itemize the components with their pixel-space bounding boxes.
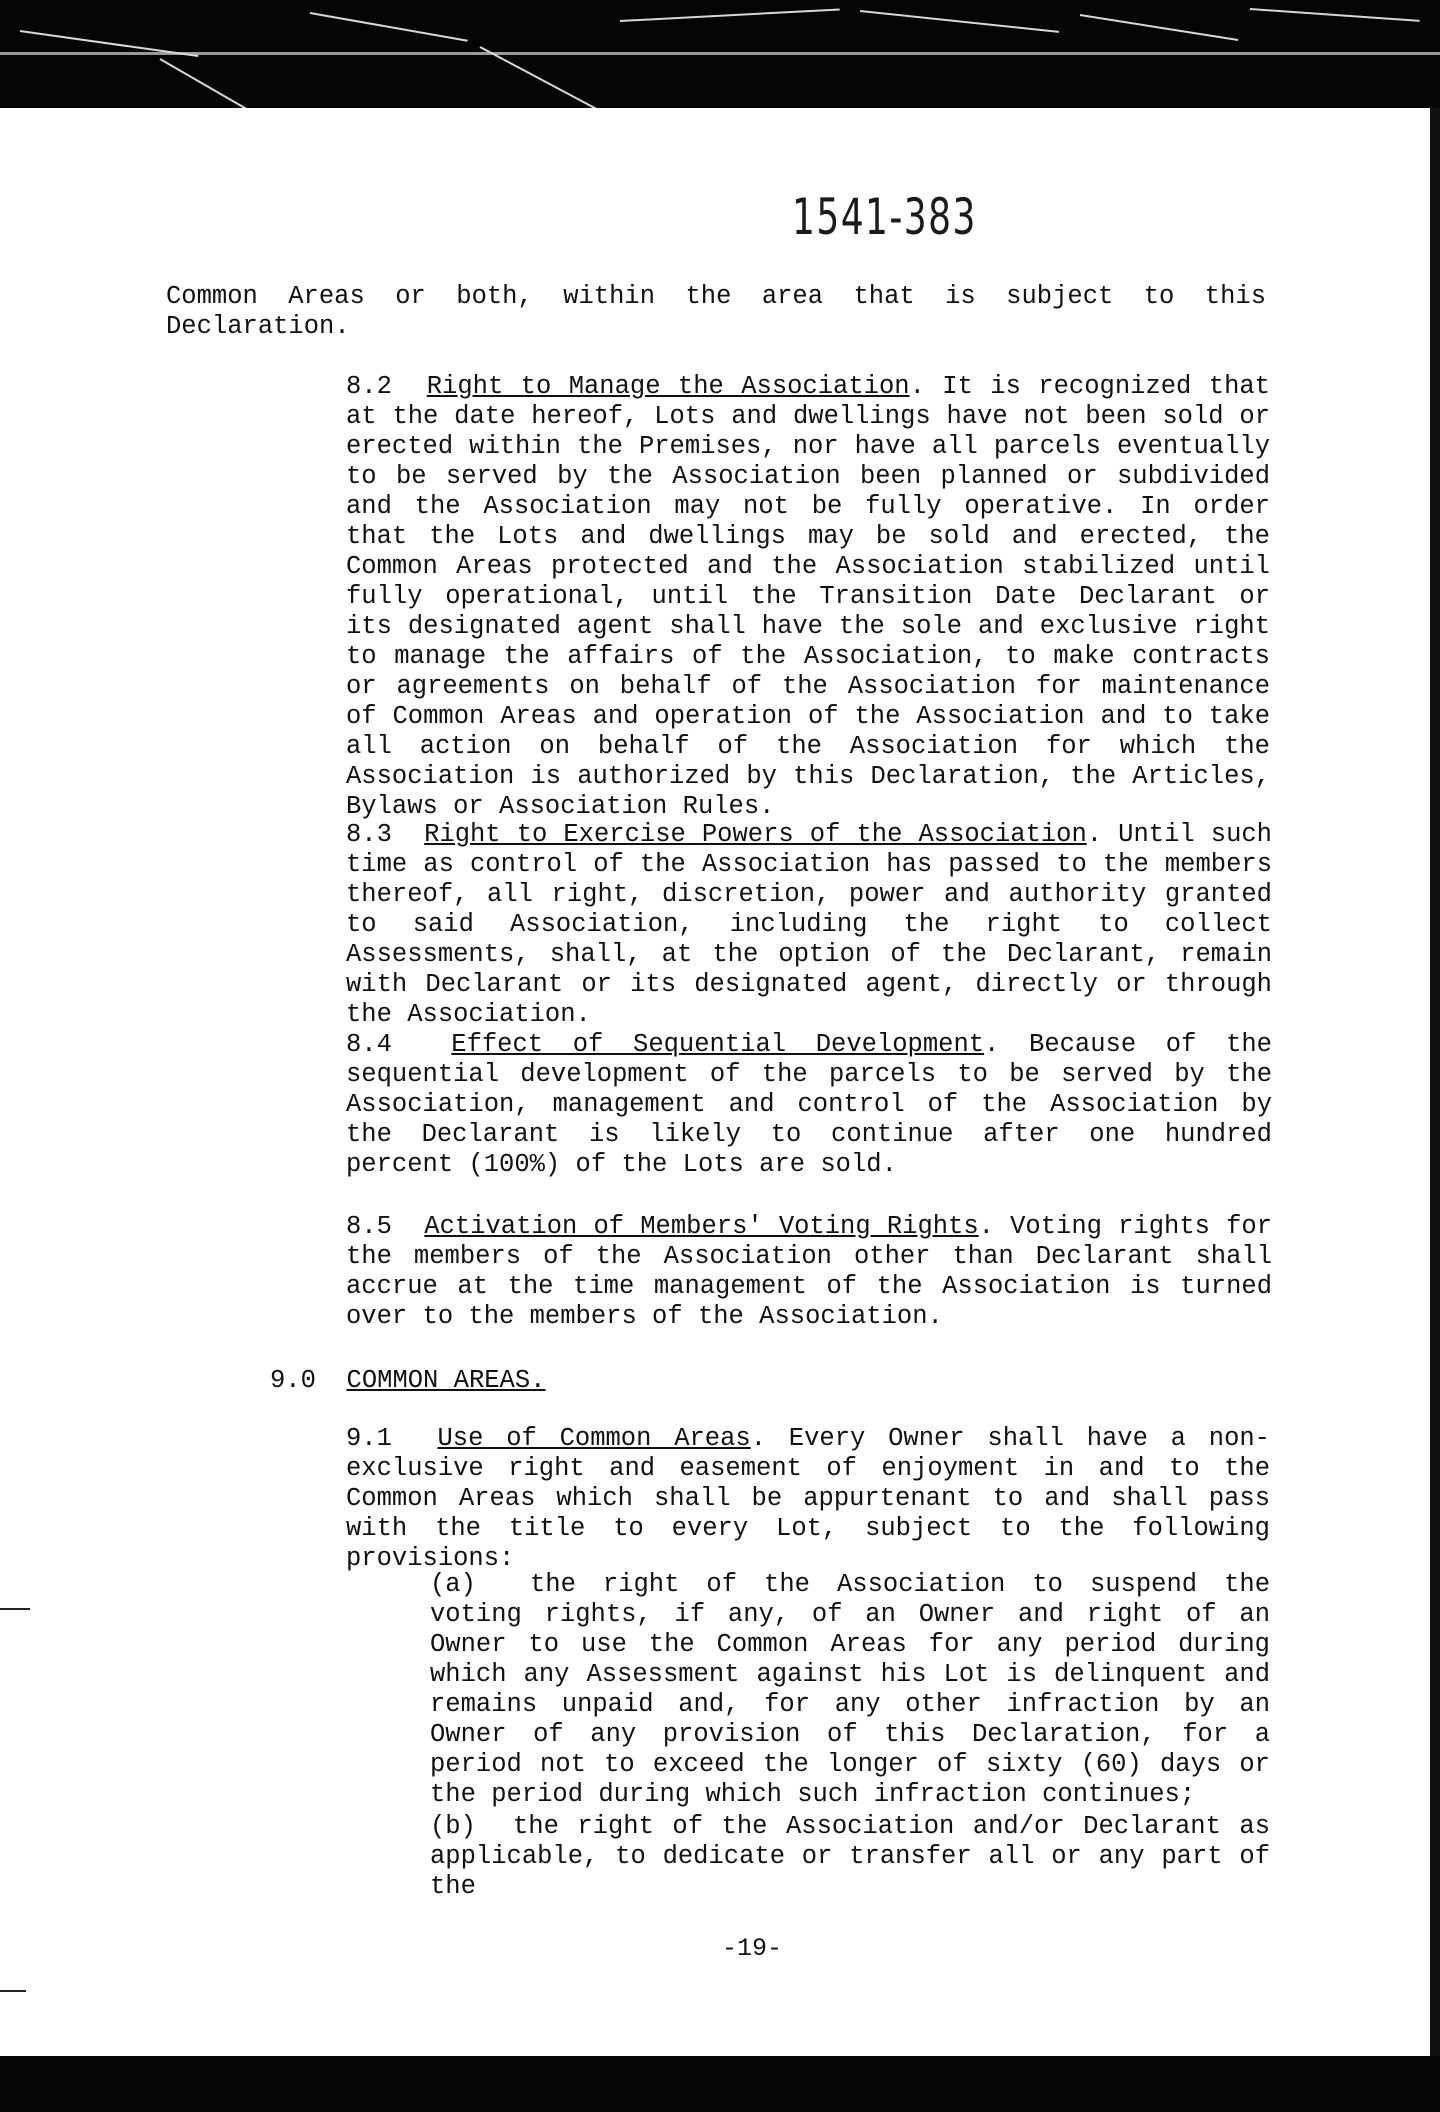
provision-label: (b) [430, 1812, 476, 1841]
section-9-1 [166, 1424, 1270, 1574]
scanner-bottom-border [0, 2056, 1440, 2112]
article-9-heading [270, 1366, 1070, 1396]
section-number: 8.4 [346, 1030, 392, 1059]
provision-label: (a) [430, 1570, 476, 1599]
section-body: . Every Owner shall have a non-exclusive right and easement of enjoyment in and to the Common Areas which shall be appurtenant to and shall pass with the title to every Lot, subject to the following provisions: [346, 1424, 1270, 1573]
provision-body: the right of the Association to suspend the voting rights, if any, of an Owner and right of an Owner to use the Common Areas for any period during which any Assessment against his Lot is delinquent and remains unpaid and, for any other infraction by an Owner of any provision of this Declaration, for a period not to exceed the longer of sixty (60) days or the period during which such infraction continues; [430, 1570, 1270, 1809]
scanner-top-border [0, 0, 1440, 108]
section-8-3 [166, 820, 1272, 1030]
section-number: 8.5 [346, 1212, 392, 1241]
document-stamp-number: 1541-383 [792, 188, 977, 246]
section-8-2 [166, 372, 1270, 822]
section-heading: Use of Common Areas [437, 1424, 751, 1453]
section-heading: Right to Manage the Association [426, 372, 910, 401]
section-number: 9.1 [346, 1424, 392, 1453]
article-number: 9.0 [270, 1366, 316, 1395]
section-body: . Until such time as control of the Association has passed to the members thereof, all right, discretion, power and authority granted to said Association, including the right to collect Assessments, shall, at the option of the Declarant, remain with Declarant or its designated agent, directly or through the Association. [346, 820, 1272, 1029]
section-body: . It is recognized that at the date hereof, Lots and dwellings have not been sold or erected within the Premises, nor have all parcels eventually to be served by the Association been planned or subdivided and the Association may not be fully operative. In order that the Lots and dwellings may be sold and erected, the Common Areas protected and the Association stabilized until fully operational, until the Transition Date Declarant or its designated agent shall have the sole and exclusive right to manage the affairs of the Association, to make contracts or agreements on behalf of the Association for maintenance of Common Areas and operation of the Association and to take all action on behalf of the Association for which the Association is authorized by this Declaration, the Articles, Bylaws or Association Rules. [346, 372, 1270, 821]
section-8-4 [166, 1030, 1272, 1180]
section-number: 8.2 [346, 372, 392, 401]
section-body: . Voting rights for the members of the Association other than Declarant shall accrue at the time management of the Association is turned over to the members of the Association. [346, 1212, 1273, 1331]
scanner-right-border [1430, 108, 1440, 2056]
scan-mark [0, 1990, 26, 1992]
provision-a [166, 1570, 1270, 1810]
provision-body: the right of the Association and/or Declarant as applicable, to dedicate or transfer all or any part of the [430, 1812, 1270, 1901]
scan-mark [0, 1608, 30, 1610]
section-number: 8.3 [346, 820, 392, 849]
section-heading: Activation of Members' Voting Rights [424, 1212, 979, 1241]
section-heading: Effect of Sequential Development [451, 1030, 985, 1059]
section-8-5 [166, 1212, 1272, 1332]
article-title: COMMON AREAS. [346, 1366, 546, 1395]
section-heading: Right to Exercise Powers of the Association [424, 820, 1087, 849]
page-number: -19- [722, 1934, 783, 1963]
section-body: . Because of the sequential development of the parcels to be served by the Association, management and control of the Association by the Declarant is likely to continue after one hundred percent (100%) of the Lots are sold. [346, 1030, 1272, 1179]
provision-b [166, 1812, 1270, 1902]
intro-paragraph: Common Areas or both, within the area that is subject to this Declaration. [166, 282, 1266, 341]
